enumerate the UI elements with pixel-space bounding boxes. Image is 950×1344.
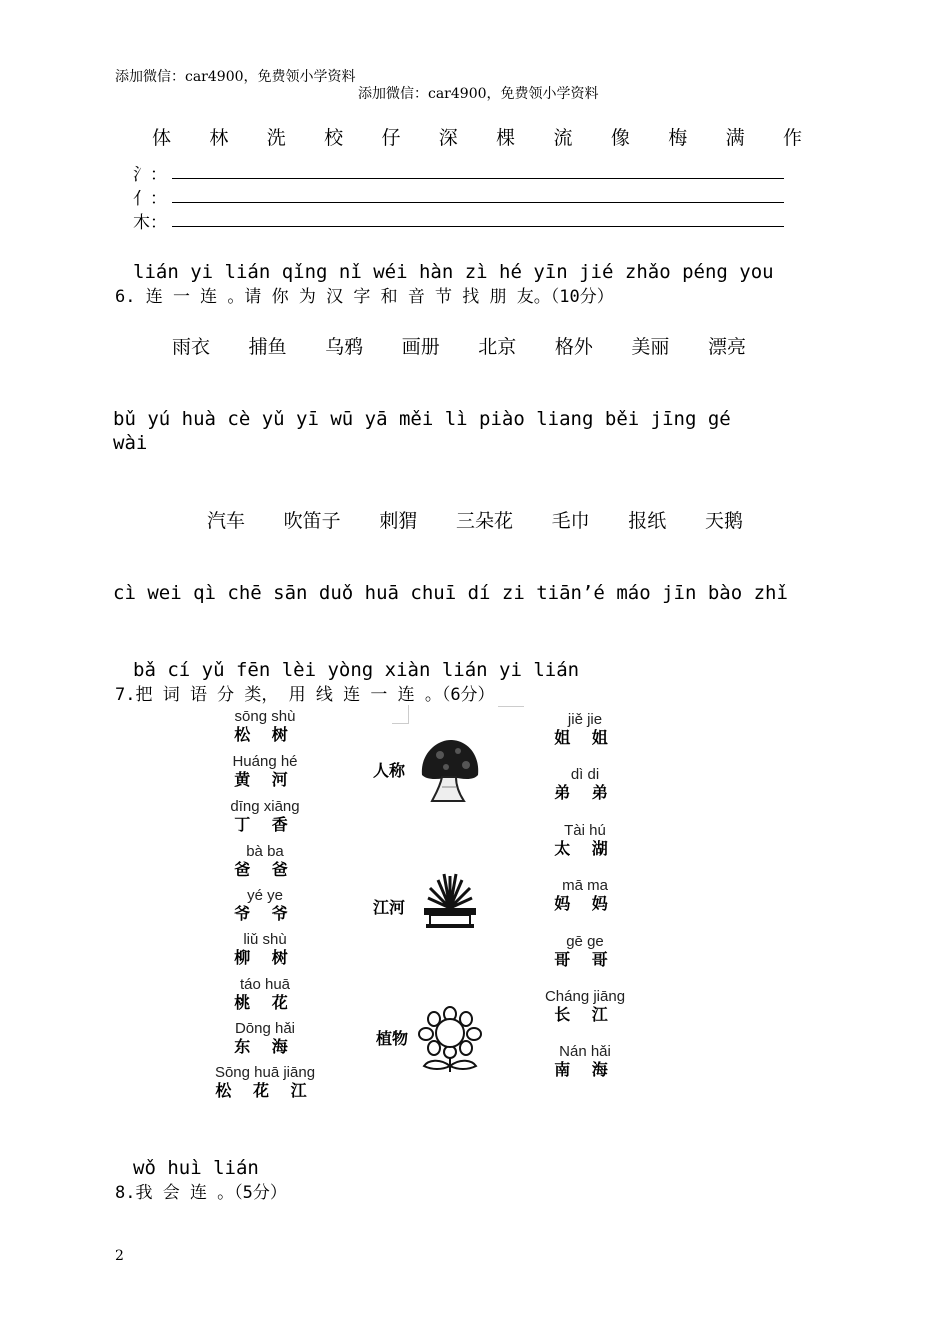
word-hanzi: 黄 河 bbox=[234, 770, 296, 789]
right-word-card[interactable] bbox=[520, 988, 650, 1025]
left-word-card[interactable] bbox=[200, 887, 330, 924]
q8-pinyin: wǒ huì lián bbox=[133, 1157, 259, 1179]
char: 深 bbox=[438, 127, 458, 149]
word: 画册 bbox=[401, 336, 440, 358]
char: 仔 bbox=[381, 127, 401, 149]
category-label-rivers: 江河 bbox=[373, 898, 406, 917]
char: 棵 bbox=[496, 127, 516, 149]
category-label-plants: 植物 bbox=[376, 1029, 409, 1048]
scan-artifact bbox=[498, 706, 524, 707]
word-hanzi: 妈 妈 bbox=[554, 894, 616, 913]
word-hanzi: 松 树 bbox=[234, 725, 296, 744]
answer-line[interactable] bbox=[172, 226, 784, 227]
right-word-card[interactable] bbox=[520, 766, 650, 803]
word: 捕鱼 bbox=[248, 336, 287, 358]
word-hanzi: 哥 哥 bbox=[554, 950, 616, 969]
page-number: 2 bbox=[115, 1248, 124, 1264]
left-word-card[interactable] bbox=[200, 753, 330, 790]
answer-line[interactable] bbox=[172, 202, 784, 203]
q6-pinyin: lián yi lián qǐng nǐ wéi hàn zì hé yīn jié zhǎo péng you bbox=[133, 261, 774, 283]
left-word-card[interactable] bbox=[200, 1020, 330, 1057]
q6-pinyin-row-2: cì wei qì chē sān duǒ huā chuī dí zi tiān’é máo jīn bào zhǐ bbox=[113, 582, 788, 604]
left-word-card[interactable] bbox=[200, 798, 330, 835]
q7-pinyin: bǎ cí yǔ fēn lèi yòng xiàn lián yi lián bbox=[133, 659, 580, 681]
q6-pinyin-row-1a: bǔ yú huà cè yǔ yī wū yā měi lì piào liang běi jīng gé bbox=[113, 408, 731, 430]
word-pinyin: Tài hú bbox=[564, 822, 606, 839]
radical-water-label: 氵： bbox=[133, 165, 167, 185]
radical-wood-label: 木： bbox=[133, 213, 167, 233]
word: 刺猬 bbox=[379, 510, 418, 532]
left-word-card[interactable] bbox=[200, 931, 330, 968]
word: 天鹅 bbox=[704, 510, 743, 532]
word: 乌鸦 bbox=[325, 336, 364, 358]
word: 美丽 bbox=[631, 336, 670, 358]
word: 汽车 bbox=[207, 510, 246, 532]
right-word-card[interactable] bbox=[520, 1043, 650, 1080]
word-hanzi: 柳 树 bbox=[234, 948, 296, 967]
word-pinyin: jiě jie bbox=[567, 711, 603, 728]
word: 雨衣 bbox=[172, 336, 211, 358]
answer-line[interactable] bbox=[172, 178, 784, 179]
word: 格外 bbox=[554, 336, 593, 358]
word-hanzi: 弟 弟 bbox=[554, 783, 616, 802]
potted-plant-icon[interactable] bbox=[420, 870, 480, 930]
word-hanzi: 东 海 bbox=[234, 1037, 296, 1056]
q6-title: 6. 连 一 连 。请 你 为 汉 字 和 音 节 找 朋 友。（10分） bbox=[115, 287, 614, 307]
left-word-card[interactable] bbox=[200, 1064, 330, 1101]
word: 毛巾 bbox=[551, 510, 590, 532]
q7-title: 7.把 词 语 分 类， 用 线 连 一 连 。（6分） bbox=[115, 685, 495, 705]
word-pinyin: Dōng hǎi bbox=[234, 1020, 296, 1037]
word-pinyin: gē ge bbox=[566, 933, 604, 950]
left-word-card[interactable] bbox=[200, 843, 330, 880]
word-pinyin: táo huā bbox=[239, 976, 291, 993]
q6-words-row-1 bbox=[172, 332, 746, 359]
word-hanzi: 丁 香 bbox=[234, 815, 296, 834]
word-pinyin: Nán hǎi bbox=[559, 1043, 611, 1060]
word-pinyin: mā ma bbox=[562, 877, 608, 894]
char: 作 bbox=[782, 127, 802, 149]
char: 洗 bbox=[266, 127, 286, 149]
watermark-2: 添加微信：car4900，免费领小学资料 bbox=[358, 86, 599, 102]
word: 漂亮 bbox=[707, 336, 746, 358]
char: 梅 bbox=[668, 127, 688, 149]
characters-row bbox=[152, 123, 802, 150]
mushroom-icon[interactable] bbox=[418, 735, 482, 805]
char: 流 bbox=[553, 127, 573, 149]
word: 北京 bbox=[478, 336, 517, 358]
word-pinyin: liǔ shù bbox=[243, 931, 287, 948]
char: 林 bbox=[209, 127, 229, 149]
category-label-people: 人称 bbox=[373, 761, 406, 780]
word-pinyin: dì di bbox=[570, 766, 600, 783]
left-word-card[interactable] bbox=[200, 976, 330, 1013]
word-hanzi: 爸 爸 bbox=[234, 860, 296, 879]
char: 像 bbox=[610, 127, 630, 149]
word-hanzi: 南 海 bbox=[554, 1060, 616, 1079]
word: 吹笛子 bbox=[283, 510, 341, 532]
word-pinyin: Cháng jiāng bbox=[544, 988, 626, 1005]
q6-words-row-2 bbox=[207, 506, 743, 533]
word-pinyin: sōng shù bbox=[234, 708, 296, 725]
word: 报纸 bbox=[628, 510, 667, 532]
word-pinyin: dīng xiāng bbox=[230, 798, 300, 815]
right-word-card[interactable] bbox=[520, 877, 650, 914]
char: 满 bbox=[725, 127, 745, 149]
right-word-card[interactable] bbox=[520, 933, 650, 970]
word-hanzi: 松 花 江 bbox=[215, 1081, 315, 1100]
word-pinyin: Sōng huā jiāng bbox=[214, 1064, 316, 1081]
right-word-card[interactable] bbox=[520, 822, 650, 859]
char: 体 bbox=[152, 127, 172, 149]
sunflower-icon[interactable] bbox=[416, 1006, 484, 1074]
watermark-1: 添加微信：car4900，免费领小学资料 bbox=[115, 69, 356, 85]
word-hanzi: 爷 爷 bbox=[234, 904, 296, 923]
word-hanzi: 长 江 bbox=[554, 1005, 616, 1024]
q6-pinyin-row-1b: wài bbox=[113, 432, 148, 454]
radical-person-label: 亻： bbox=[133, 189, 167, 209]
right-word-card[interactable] bbox=[520, 711, 650, 748]
word-hanzi: 太 湖 bbox=[554, 839, 616, 858]
word-pinyin: yé ye bbox=[247, 887, 283, 904]
word-hanzi: 桃 花 bbox=[234, 993, 296, 1012]
word-pinyin: bà ba bbox=[246, 843, 284, 860]
scan-artifact bbox=[392, 705, 409, 724]
word-pinyin: Huáng hé bbox=[232, 753, 298, 770]
q8-title: 8.我 会 连 。（5分） bbox=[115, 1183, 287, 1203]
char: 校 bbox=[324, 127, 344, 149]
left-word-card[interactable] bbox=[200, 708, 330, 745]
word: 三朵花 bbox=[455, 510, 513, 532]
word-hanzi: 姐 姐 bbox=[554, 728, 616, 747]
